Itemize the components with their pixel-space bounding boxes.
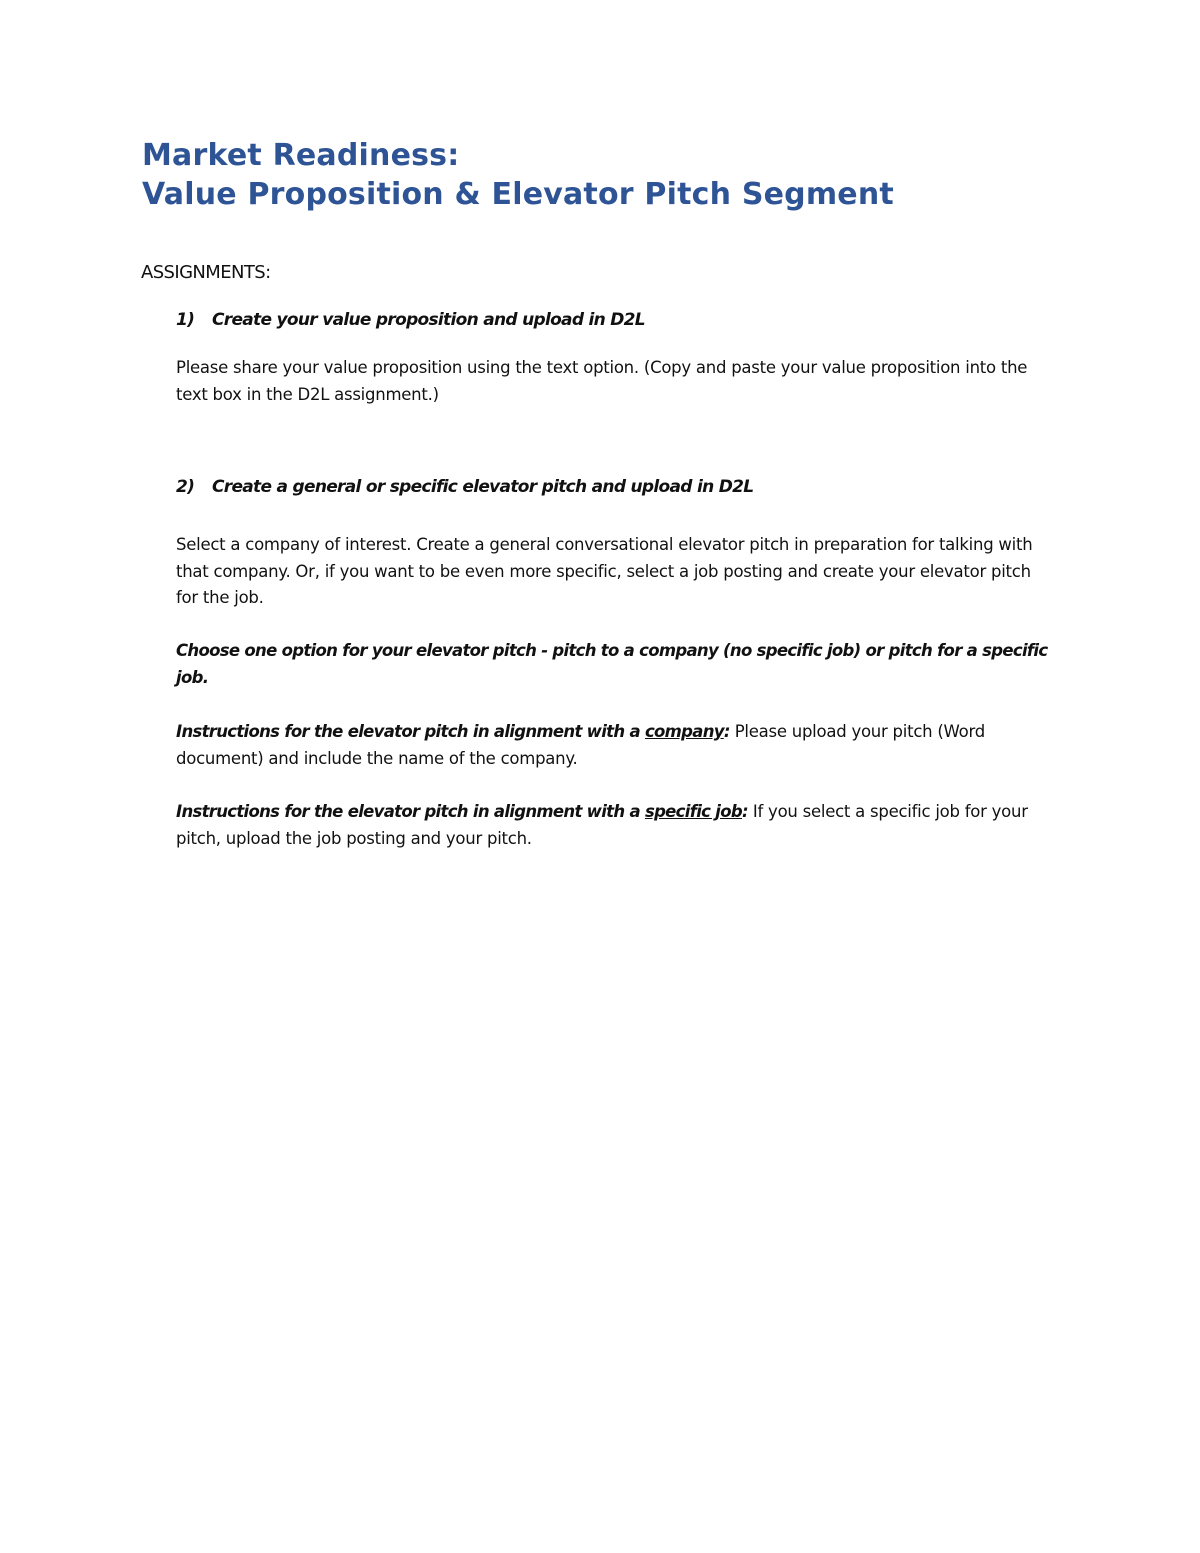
assignment-2-number: 2) bbox=[176, 477, 195, 497]
company-keyword: company bbox=[644, 722, 724, 741]
document-title bbox=[142, 136, 894, 214]
assignment-2-title: Create a general or specific elevator pitch and upload in D2L bbox=[212, 477, 754, 497]
company-instructions-text: Please upload your pitch (Word document) and include the name of the company. bbox=[176, 722, 985, 768]
assignment-1-heading bbox=[176, 310, 645, 330]
assignment-2-heading bbox=[176, 477, 753, 497]
assignment-1-body: Please share your value proposition using the text option. (Copy and paste your value proposition into the text box in the D2L assignment.) bbox=[176, 358, 1028, 404]
job-colon: : bbox=[741, 802, 748, 821]
job-pitch-instructions bbox=[176, 799, 1056, 852]
company-instructions-lead: Instructions for the elevator pitch in alignment with a bbox=[176, 722, 645, 741]
title-line-2: Value Proposition & Elevator Pitch Segment bbox=[142, 177, 894, 212]
job-instructions-lead: Instructions for the elevator pitch in alignment with a bbox=[176, 802, 645, 821]
title-line-1: Market Readiness: bbox=[142, 138, 460, 173]
company-colon: : bbox=[723, 722, 730, 741]
job-keyword: specific job bbox=[644, 802, 742, 821]
job-instructions-text: If you select a specific job for your pitch, upload the job posting and your pitch. bbox=[176, 802, 1028, 848]
assignment-2-body: Select a company of interest. Create a general conversational elevator pitch in preparation for talking with that company. Or, if you want to be even more specific, select a job posting and create your elevator pitch for the job. bbox=[176, 535, 1033, 607]
company-pitch-instructions bbox=[176, 719, 1056, 772]
assignment-1-title: Create your value proposition and upload in D2L bbox=[212, 310, 645, 330]
assignments-heading: ASSIGNMENTS: bbox=[141, 262, 271, 283]
choose-option-note: Choose one option for your elevator pitch - pitch to a company (no specific job) or pitch for a specific job. bbox=[176, 641, 1048, 687]
assignment-1-number: 1) bbox=[176, 310, 195, 330]
